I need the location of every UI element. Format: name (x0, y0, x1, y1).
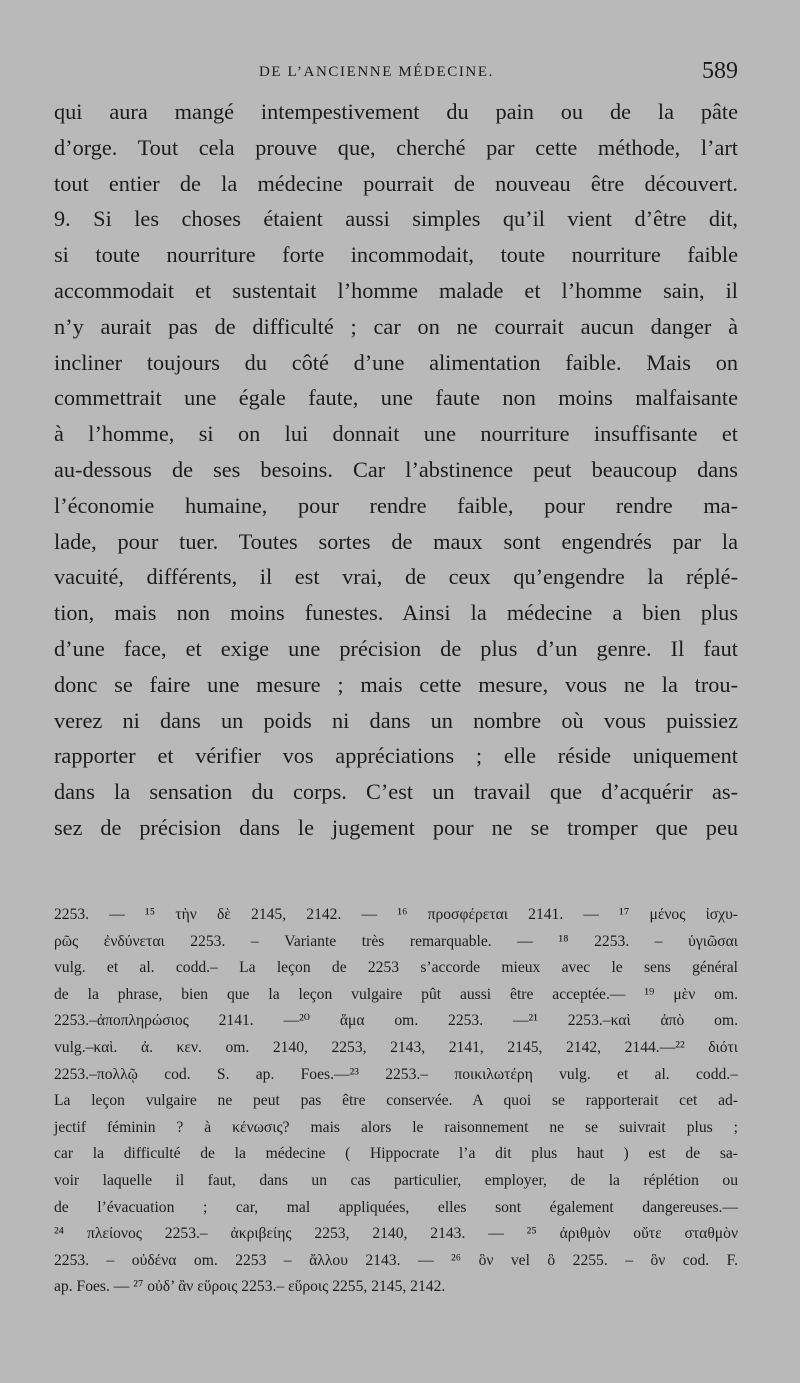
main-text-line: d’orge. Tout cela prouve que, cherché par cette méthode, l’art (54, 134, 738, 160)
main-text-line: commettrait une égale faute, une faute non moins malfaisante (54, 385, 738, 411)
main-text-line: donc se faire une mesure ; mais cette mesure, vous ne la trou- (54, 671, 738, 697)
footnote-line: de la phrase, bien que la leçon vulgaire pût aussi être acceptée.— ¹⁹ μὲν om. (54, 985, 738, 1003)
main-text-line: verez ni dans un poids ni dans un nombre où vous puissiez (54, 707, 738, 733)
footnote-line: ap. Foes. — ²⁷ οὐδ’ ἂν εὕροις 2253.– εὕροις 2255, 2145, 2142. (54, 1278, 446, 1296)
running-title: DE L’ANCIENNE MÉDECINE. (259, 64, 494, 80)
main-text-line: dans la sensation du corps. C’est un travail que d’acquérir as- (54, 779, 738, 805)
main-text-line: qui aura mangé intempestivement du pain ou de la pâte (54, 99, 738, 124)
main-text-line: rapporter et vérifier vos appréciations ; elle réside uniquement (54, 743, 738, 769)
footnote-line: jectif féminin ? à κένωσις? mais alors le raisonnement ne se suivrait plus ; (54, 1118, 738, 1136)
main-text-line: tout entier de la médecine pourrait de nouveau être découvert. (54, 170, 738, 196)
main-text-line: incliner toujours du côté d’une alimentation faible. Mais on (54, 349, 738, 375)
footnote-line: ²⁴ πλείονος 2253.– ἀκριβείης 2253, 2140, 2143. — ²⁵ ἀριθμὸν οὔτε σταθμὸν (54, 1225, 738, 1243)
main-text-line: lade, pour tuer. Toutes sortes de maux sont engendrés par la (54, 528, 738, 554)
main-text-line: n’y aurait pas de difficulté ; car on ne courrait aucun danger à (54, 313, 738, 339)
page-number: 589 (702, 58, 738, 84)
main-text-line: vacuité, différents, il est vrai, de ceux qu’engendre la réplé- (54, 564, 738, 590)
footnote-line: de l’évacuation ; car, mal appliquées, elles sont également dangereuses.— (54, 1198, 738, 1216)
main-text-line: tion, mais non moins funestes. Ainsi la médecine a bien plus (54, 600, 738, 626)
footnote-line: vulg.–καὶ. ἀ. κεν. om. 2140, 2253, 2143, 2141, 2145, 2142, 2144.—²² διότι (54, 1038, 738, 1056)
main-text-line: si toute nourriture forte incommodait, toute nourriture faible (54, 242, 738, 268)
main-text-line: 9. Si les choses étaient aussi simples qu’il vient d’être dit, (54, 206, 738, 232)
footnote-line: 2253.–ἀποπληρώσιος 2141. —²⁰ ἅμα om. 2253. —²¹ 2253.–καὶ ἀπὸ om. (54, 1012, 738, 1030)
main-text (54, 94, 738, 846)
footnote-line: ρῶς ἐνδύνεται 2253. – Variante très remarquable. — ¹⁸ 2253. – ὑγιῶσαι (54, 932, 738, 950)
footnote-line: car la difficulté de la médecine ( Hippocrate l’a dit plus haut ) est de sa- (54, 1145, 738, 1163)
main-text-line: à l’homme, si on lui donnait une nourriture insuffisante et (54, 421, 738, 447)
main-text-line: d’une face, et exige une précision de plus d’un genre. Il faut (54, 635, 738, 661)
footnotes (54, 902, 738, 1301)
footnote-line: voir laquelle il faut, dans un cas particulier, employer, de la réplétion ou (54, 1171, 738, 1189)
footnote-line: La leçon vulgaire ne peut pas être conservée. A quoi se rapporterait cet ad- (54, 1092, 738, 1110)
main-text-line: accommodait et sustentait l’homme malade et l’homme sain, il (54, 277, 738, 303)
main-text-line: au-dessous de ses besoins. Car l’abstinence peut beaucoup dans (54, 456, 738, 482)
footnote-line: 2253. – οὐδένα om. 2253 – ἄλλου 2143. — ²⁶ ὃν vel ὃ 2255. – ὃν cod. F. (54, 1251, 738, 1269)
main-text-line: l’économie humaine, pour rendre faible, pour rendre ma- (54, 492, 738, 518)
main-text-line: sez de précision dans le jugement pour ne se tromper que peu (54, 814, 738, 840)
footnote-line: 2253. — ¹⁵ τὴν δὲ 2145, 2142. — ¹⁶ προσφέρεται 2141. — ¹⁷ μένος ἰσχυ- (54, 906, 738, 923)
footnote-line: vulg. et al. codd.– La leçon de 2253 s’accorde mieux avec le sens général (54, 959, 738, 977)
footnote-line: 2253.–πολλῷ cod. S. ap. Foes.—²³ 2253.– ποικιλωτέρη vulg. et al. codd.– (54, 1065, 738, 1083)
running-header (54, 58, 738, 90)
